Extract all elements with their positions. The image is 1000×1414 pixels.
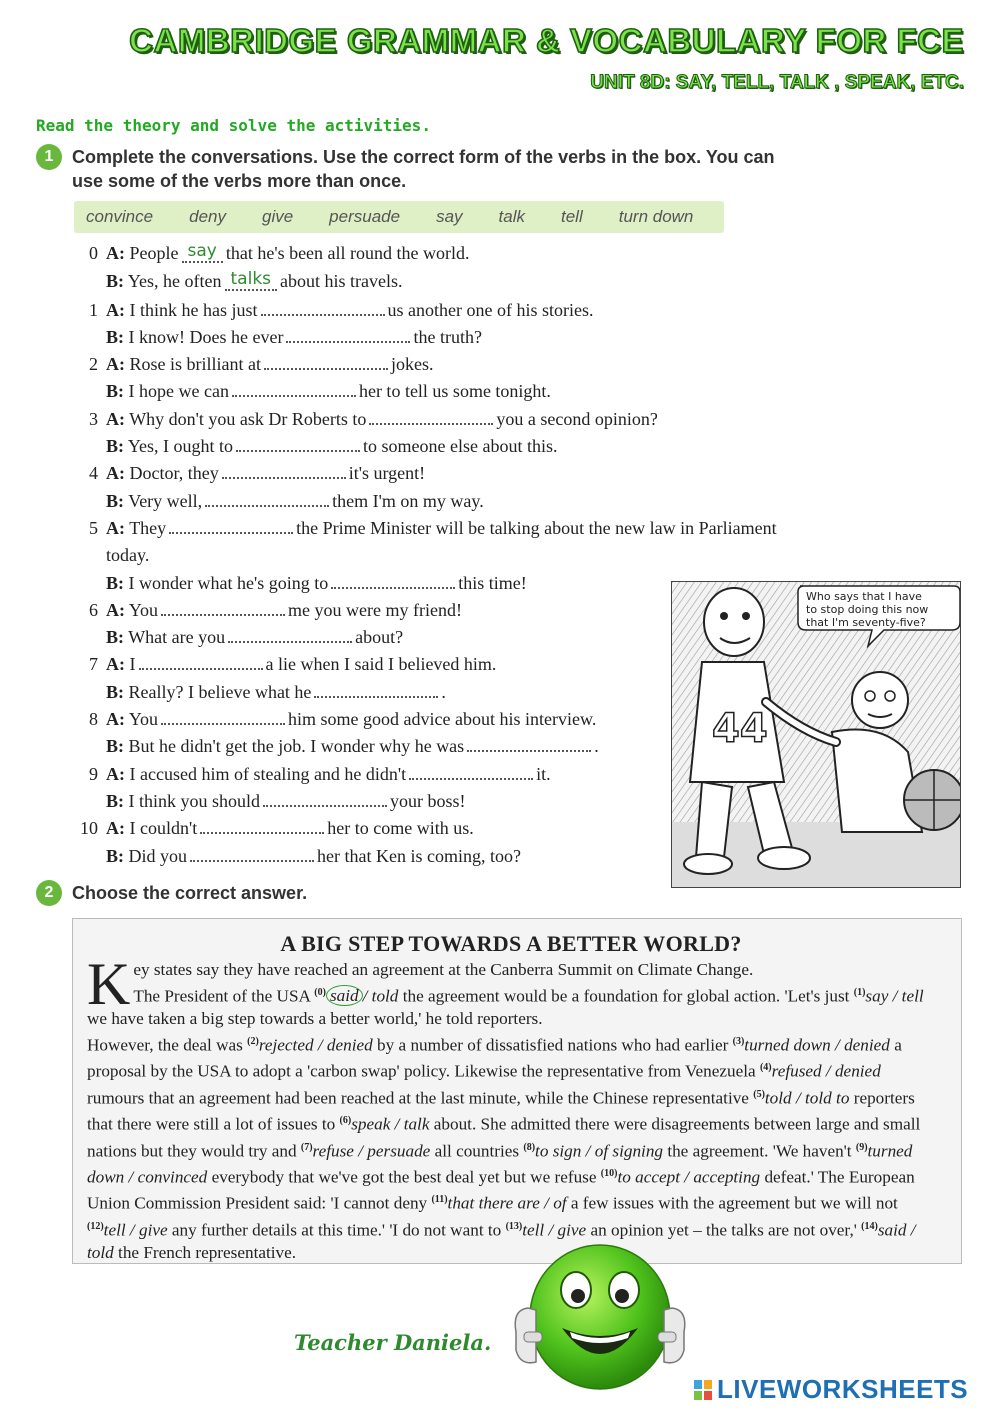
- line-b: B: I wonder what he's going to this time!: [106, 572, 527, 593]
- drop-cap: K: [87, 951, 131, 1017]
- line-b: B: Did you her that Ken is coming, too?: [106, 845, 521, 866]
- worksheet-title: CAMBRIDGE GRAMMAR & VOCABULARY FOR FCE: [129, 22, 964, 59]
- choice-13[interactable]: tell / give: [522, 1220, 587, 1240]
- selected-answer: said: [326, 985, 363, 1006]
- choice-12[interactable]: tell / give: [103, 1220, 168, 1240]
- exercise1-number-badge: 1: [36, 144, 62, 170]
- choice-14[interactable]: said / told: [87, 1220, 916, 1263]
- line-b: B: I know! Does he ever the truth?: [106, 326, 482, 347]
- example-answer: talks: [225, 269, 278, 291]
- line-b: B: Yes, he often talks about his travels.: [106, 269, 403, 292]
- answer-blank[interactable]: [467, 734, 591, 752]
- exercise1-instructions: Complete the conversations. Use the correct form of the verbs in the box. You can use some of the verbs more than once.: [72, 147, 775, 191]
- line-a: A: I couldn't her to come with us.: [106, 818, 474, 839]
- answer-blank[interactable]: [222, 461, 346, 479]
- comic-illustration: [671, 581, 961, 888]
- choice-7[interactable]: refuse / persuade: [312, 1141, 431, 1161]
- brand-name: LIVEWORKSHEETS: [717, 1374, 969, 1404]
- exercise-item: [72, 460, 672, 515]
- article-title: A BIG STEP TOWARDS A BETTER WORLD?: [280, 931, 742, 956]
- thumbs-up-smiley-icon: [510, 1232, 690, 1407]
- verb-word: convince: [86, 207, 154, 226]
- player-head: [704, 588, 764, 656]
- answer-blank[interactable]: [264, 352, 388, 370]
- choice-0[interactable]: said / told: [326, 985, 398, 1006]
- choice-1[interactable]: say / tell: [865, 986, 924, 1006]
- article-body: Key states say they have reached an agreement at the Canberra Summit on Climate Change. The President of the USA $^{(0)}$ said / told the agreement would be a foundation for global action. 'Let's just $^{(1)}$say / tell we have taken a big step towards a better world,' he told reporters. However, the deal was $^{(2)}$rejected / denied by a number of dissatisfied nations who had earlier $^{(3)}$turned down / denied a proposal by the USA to adopt a 'carbon swap' policy. Likewise the representative from Venezuela $^{(4)}$refused / denied rumours that an agreement had been reached at the last minute, while the Chinese representative $^{(5)}$told / told to reporters that there were still a lot of issues to $^{(6)}$speak / talk about. She admitted there were disagreements between large and small nations but they would try and $^{(7)}$refuse / persuade all countries $^{(8)}$to sign / of signing the agreement. 'We haven't $^{(9)}$turned down / convinced everybody that we've got the best deal yet but we refuse $^{(10)}$to accept / accepting defeat.' The European Union Commission President said: 'I cannot deny $^{(11)}$that there are / of a few issues with the agreement but we will not $^{(12)}$tell / give any further details at this time.' 'I do not want to $^{(13)}$tell / give an opinion yet – the talks are not over,' $^{(14)}$said / told the French representative.: [87, 951, 924, 1263]
- comic-drawing: [672, 582, 960, 887]
- exercise-item: [72, 651, 672, 706]
- bubble-line: to stop doing this now: [806, 603, 929, 616]
- line-b: B: Yes, I ought to to someone else about this.: [106, 436, 558, 457]
- line-a: A: Doctor, they it's urgent!: [106, 463, 426, 484]
- exercise-item: [72, 351, 672, 406]
- example-answer: say: [182, 241, 223, 263]
- logo-grid-icon: [694, 1380, 712, 1400]
- line-a: A: People say that he's been all round the world.: [106, 241, 470, 263]
- choice-10[interactable]: to accept / accepting: [617, 1167, 761, 1187]
- line-a: A: Why don't you ask Dr Roberts to you a second opinion?: [106, 408, 658, 429]
- choice-5[interactable]: told / told to: [764, 1088, 850, 1108]
- answer-blank[interactable]: [236, 434, 360, 452]
- line-a: A: I a lie when I said I believed him.: [106, 654, 497, 675]
- choice-9[interactable]: turned down / convinced: [87, 1141, 913, 1187]
- line-a: A: You me you were my friend!: [106, 599, 462, 620]
- answer-blank[interactable]: [331, 571, 455, 589]
- exercise2-instructions: Choose the correct answer.: [72, 883, 308, 903]
- instruction-text: Read the theory and solve the activities.: [36, 116, 431, 135]
- choice-4[interactable]: refused / denied: [771, 1062, 881, 1082]
- line-a: A: You him some good advice about his interview.: [106, 709, 597, 730]
- exercise-item: [72, 761, 672, 816]
- answer-blank[interactable]: [261, 298, 385, 316]
- verb-word: talk: [498, 207, 525, 226]
- verb-word: say: [436, 207, 463, 226]
- answer-blank[interactable]: [314, 680, 438, 698]
- exercise-item: [72, 297, 672, 352]
- exercise2-heading: [36, 881, 792, 906]
- answer-blank[interactable]: [369, 407, 493, 425]
- exercise2-number-badge: 2: [36, 880, 62, 906]
- exercise-item: [72, 406, 672, 461]
- exercise-item: [72, 815, 672, 870]
- verb-word: tell: [561, 207, 583, 226]
- answer-blank[interactable]: [409, 762, 533, 780]
- exercise-item: [72, 597, 672, 652]
- verb-word: give: [261, 207, 294, 226]
- liveworksheets-logo[interactable]: [694, 1374, 968, 1405]
- answer-blank[interactable]: [263, 789, 387, 807]
- answer-blank[interactable]: [205, 489, 329, 507]
- item-number: 6: [89, 599, 98, 620]
- answer-blank[interactable]: [200, 816, 324, 834]
- item-number: 9: [89, 763, 98, 784]
- line-b: B: Really? I believe what he .: [106, 681, 446, 702]
- exercise1-heading: [36, 145, 792, 193]
- line-b: B: Very well, them I'm on my way.: [106, 490, 484, 511]
- teacher-signature: Teacher Daniela.: [294, 1330, 492, 1355]
- bubble-line: Who says that I have: [806, 590, 922, 603]
- choice-2[interactable]: rejected / denied: [258, 1035, 373, 1055]
- item-number: 4: [89, 463, 98, 484]
- verb-word: turn down: [618, 207, 694, 226]
- verb-box: [74, 201, 724, 233]
- answer-blank[interactable]: [161, 598, 285, 616]
- answer-blank[interactable]: [139, 652, 263, 670]
- choice-11[interactable]: that there are / of: [447, 1194, 567, 1214]
- item-number: 7: [89, 654, 98, 675]
- choice-3[interactable]: turned down / denied: [744, 1035, 890, 1055]
- verb-word: deny: [189, 207, 226, 226]
- answer-blank[interactable]: [161, 707, 285, 725]
- line-b: B: But he didn't get the job. I wonder why he was .: [106, 736, 599, 757]
- item-number: 10: [80, 818, 98, 839]
- item-number: 8: [89, 709, 98, 730]
- line-a: A: They the Prime Minister will be talking about the new law in Parliament today.: [106, 517, 777, 566]
- item-number: 3: [89, 408, 98, 429]
- bubble-line: that I'm seventy-five?: [806, 616, 926, 629]
- answer-blank[interactable]: [228, 625, 352, 643]
- line-a: A: I think he has just us another one of his stories.: [106, 299, 594, 320]
- unit-subtitle: UNIT 8D: SAY, TELL, TALK , SPEAK, ETC.: [590, 72, 964, 93]
- answer-blank[interactable]: [169, 516, 293, 534]
- choice-8[interactable]: to sign / of signing: [535, 1141, 664, 1161]
- item-number: 1: [89, 299, 98, 320]
- old-man-head: [852, 672, 908, 728]
- line-b: B: I think you should your boss!: [106, 790, 466, 811]
- line-b: B: What are you about?: [106, 627, 404, 648]
- line-b: B: I hope we can her to tell us some tonight.: [106, 381, 551, 402]
- item-number: 5: [89, 517, 98, 538]
- answer-blank[interactable]: [190, 844, 314, 862]
- line-a: A: Rose is brilliant at jokes.: [106, 354, 434, 375]
- item-number: 2: [89, 354, 98, 375]
- answer-blank[interactable]: [232, 379, 356, 397]
- exercise-item: [72, 515, 777, 597]
- item-number: 0: [89, 243, 98, 263]
- answer-blank[interactable]: [286, 325, 410, 343]
- jersey-number: 44: [712, 706, 768, 752]
- choice-6[interactable]: speak / talk: [351, 1114, 430, 1134]
- exercise-item: [72, 706, 672, 761]
- exercise-item: [72, 240, 672, 297]
- article-box: [72, 918, 962, 1264]
- line-a: A: I accused him of stealing and he didn't it.: [106, 763, 551, 784]
- verb-word: persuade: [329, 207, 401, 226]
